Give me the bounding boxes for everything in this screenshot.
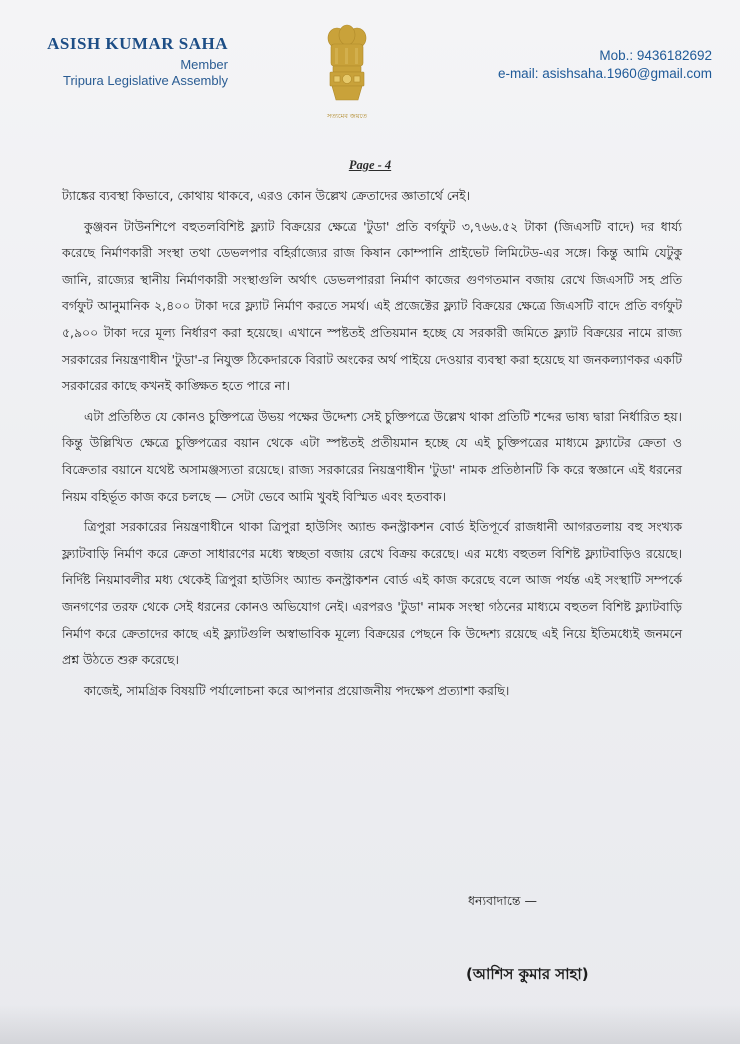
page-number — [0, 154, 740, 173]
emblem-motto: সত্যমেব জয়তে — [326, 112, 368, 120]
sender-name: ASISH KUMAR SAHA — [47, 34, 228, 53]
paragraph: কাজেই, সামগ্রিক বিষয়টি পর্যালোচনা করে আপনার প্রয়োজনীয় পদক্ষেপ প্রত্যাশা করছি। — [84, 682, 510, 698]
page-shadow — [0, 1004, 740, 1044]
sender-organization: Tripura Legislative Assembly — [63, 73, 228, 88]
sender-mobile: Mob.: 9436182692 — [599, 48, 712, 63]
letterhead-right — [498, 47, 712, 83]
closing-salutation: ধন্যবাদান্তে — — [468, 893, 537, 908]
paragraph: এটা প্রতিষ্ঠিত যে কোনও চুক্তিপত্রে উভয় পক্ষের উদ্দেশ্য সেই চুক্তিপত্রে উল্লেখ থাকা প্রতিটি শব্দের ভাষ্য দ্বারা নির্ধারিত হয়। কিন্তু উল্লিখিত ক্ষেত্রে চুক্তিপত্রের বয়ান থেকে এটা স্পষ্টতই প্রতীয়মান হচ্ছে যে এই চুক্তিপত্রের মাধ্যমে ফ্ল্যাটের ক্রেতা ও বিক্রেতার বয়ানে যথেষ্ট অসামঞ্জস্যতা রয়েছে। রাজ্য সরকারের নিয়ন্ত্রণাধীন 'টুডা' নামক প্রতিষ্ঠানটি কি করে স্বজ্ঞানে এই ধরনের নিয়ম বহির্ভূত কাজ করে চলছে — সেটা ভেবে আমি খুবই বিস্মিত এবং হতবাক। — [62, 408, 682, 504]
sender-email: e-mail: asishsaha.1960@gmail.com — [497, 66, 712, 81]
signature-name: (আশিস কুমার সাহা) — [466, 965, 589, 983]
national-emblem-icon — [320, 22, 374, 126]
page-number-label: Page - 4 — [348, 158, 392, 172]
letter-body — [62, 183, 682, 708]
paragraph: ট্যাঙ্কের ব্যবস্থা কিভাবে, কোথায় থাকবে, এরও কোন উল্লেখ ক্রেতাদের জ্ঞাতার্থে নেই। — [62, 188, 471, 203]
sender-role: Member — [180, 57, 228, 72]
letterhead-left — [8, 34, 228, 88]
paragraph: ত্রিপুরা সরকারের নিয়ন্ত্রণাধীনে থাকা ত্রিপুরা হাউসিং অ্যান্ড কনস্ট্রাকশন বোর্ড ইতিপূর্বে রাজধানী আগরতলায় বহু সংখ্যক ফ্ল্যাটবাড়ি নির্মাণ করে ক্রেতা সাধারণের মধ্যে স্বচ্ছতা বজায় রেখে বিক্রয় করেছে। এর মধ্যে বহুতল বিশিষ্ট ফ্ল্যাটবাড়িও রয়েছে। নির্দিষ্ট নিয়মাবলীর মধ্য থেকেই ত্রিপুরা হাউসিং অ্যান্ড কনস্ট্রাকশন বোর্ড এই কাজ করেছে বলে আজ পর্যন্ত এই সংস্থাটি সম্পর্কে জনগণের তরফ থেকে সেই ধরনের কোনও অভিযোগ নেই। এরপরও 'টুডা' নামক সংস্থা গঠনের মাধ্যমে বহুতল বিশিষ্ট ফ্ল্যাটবাড়ি নির্মাণ করে ক্রেতাদের কাছে এই ফ্ল্যাটগুলি অস্বাভাবিক মূল্যে বিক্রয়ের পেছনে কি উদ্দেশ্য রয়েছে এই নিয়ে ইতিমধ্যেই জনমনে প্রশ্ন উঠতে শুরু করেছে। — [62, 519, 682, 668]
paragraph: কুঞ্জবন টাউনশিপে বহুতলবিশিষ্ট ফ্ল্যাট বিক্রয়ের ক্ষেত্রে 'টুডা' প্রতি বর্গফুট ৩,৭৬৬.৫২ টাকা (জিএসটি বাদে) দর ধার্য্য করেছে নির্মাণকারী সংস্থা তথা ডেভলপার বহির্রাজ্যের রাজ কিষান কোম্পানি প্রাইভেট লিমিটেড-এর সঙ্গে। কিন্তু আমি যেটুকু জানি, রাজ্যের স্থানীয় নির্মাণকারী সংস্থাগুলি অর্থাৎ ডেভলপাররা নির্মাণ কাজের গুণগতমান বজায় রেখে জিএসটি সহ প্রতি বর্গফুট আনুমানিক ২,৪০০ টাকা দরে ফ্ল্যাট নির্মাণ করতে সমর্থ। এই প্রজেক্টের ফ্ল্যাট বিক্রয়ের ক্ষেত্রে জিএসটি বাদে প্রতি বর্গফুট ৫,৯০০ টাকা দরে মূল্য নির্ধারণ করা হয়েছে। এখানে স্পষ্টতই প্রতিয়মান হচ্ছে যে সরকারী জমিতে ফ্ল্যাট বিক্রয়ের নামে রাজ্য সরকারের নিয়ন্ত্রণাধীন 'টুডা'-র নিযুক্ত ঠিকেদারকে বিরাট অংকের অর্থ পাইয়ে দেওয়ার ব্যবস্থা করা হয়েছে যা জনকল্যাণকর একটি সরকারের কাছে কখনই কাঙ্ক্ষিত হতে পারে না। — [62, 218, 682, 394]
